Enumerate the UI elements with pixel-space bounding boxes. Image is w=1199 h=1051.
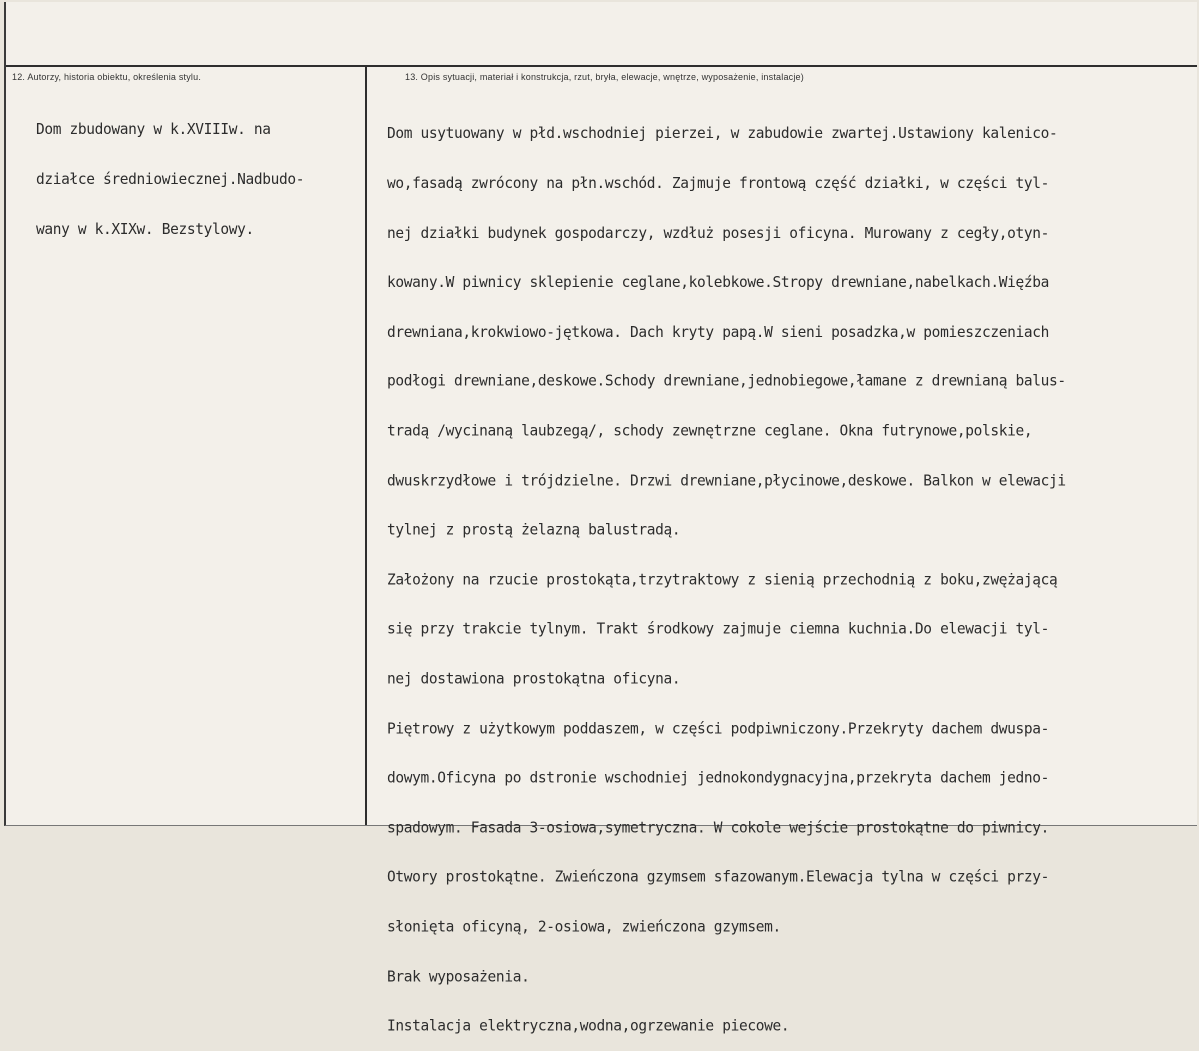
text-line: podłogi drewniane,deskowe.Schody drewniane,jednobiegowe,łamane z drewnianą balus-	[387, 373, 1066, 391]
text-line: wo,fasadą zwrócony na płn.wschód. Zajmuje frontową część działki, w części tyl-	[387, 175, 1049, 192]
text-line: Założony na rzucie prostokąta,trzytraktowy z sienią przechodnią z boku,zwężającą	[387, 572, 1058, 589]
text-line: się przy trakcie tylnym. Trakt środkowy zajmuje ciemna kuchnia.Do elewacji tyl-	[387, 621, 1049, 639]
text-line: działce średniowiecznej.Nadbudo-	[36, 171, 305, 188]
text-line: nej działki budynek gospodarczy, wzdłuż posesji oficyna. Murowany z cegły,otyn-	[387, 225, 1049, 242]
text-line: drewniana,krokwiowo-jętkowa. Dach kryty papą.W sieni posadzka,w pomieszczeniach	[387, 324, 1049, 341]
section-13-heading: 13. Opis sytuacji, materiał i konstrukcja, rzut, bryła, elewacje, wnętrze, wyposażenie, instalacje)	[405, 72, 804, 82]
text-line: nej dostawiona prostokątna oficyna.	[387, 671, 681, 688]
text-line: słonięta oficyną, 2-osiowa, zwieńczona gzymsem.	[387, 919, 781, 936]
text-line: Dom zbudowany w k.XVIIIw. na	[36, 122, 271, 139]
text-line: Otwory prostokątne. Zwieńczona gzymsem sfazowanym.Elewacja tylna w części przy-	[387, 869, 1049, 886]
header-divider	[6, 65, 1197, 67]
section-13-text	[387, 93, 1066, 1051]
text-line: spadowym. Fasada 3-osiowa,symetryczna. W cokole wejście prostokątne do piwnicy.	[387, 819, 1049, 837]
column-divider	[365, 66, 367, 825]
text-line: kowany.W piwnicy sklepienie ceglane,kolebkowe.Stropy drewniane,nabelkach.Więźba	[387, 274, 1049, 292]
text-line: Dom usytuowany w płd.wschodniej pierzei, w zabudowie zwartej.Ustawiony kalenico-	[387, 126, 1058, 143]
section-12-text	[36, 89, 304, 254]
text-line: Piętrowy z użytkowym poddaszem, w części podpiwniczony.Przekryty dachem dwuspa-	[387, 720, 1049, 738]
text-line: Instalacja elektryczna,wodna,ogrzewanie piecowe.	[387, 1018, 790, 1035]
text-line: tradą /wycinaną laubzegą/, schody zewnętrzne ceglane. Okna futrynowe,polskie,	[387, 423, 1033, 440]
text-line: dowym.Oficyna po dstronie wschodniej jednokondygnacyjna,przekryta dachem jedno-	[387, 770, 1049, 787]
text-line: Brak wyposażenia.	[387, 968, 530, 985]
text-line: tylnej z prostą żelazną balustradą.	[387, 522, 681, 539]
text-line: wany w k.XIXw. Bezstylowy.	[36, 221, 254, 238]
section-12-heading: 12. Autorzy, historia obiektu, określenia stylu.	[12, 72, 202, 82]
text-line: dwuskrzydłowe i trójdzielne. Drzwi drewniane,płycinowe,deskowe. Balkon w elewacji	[387, 473, 1066, 490]
